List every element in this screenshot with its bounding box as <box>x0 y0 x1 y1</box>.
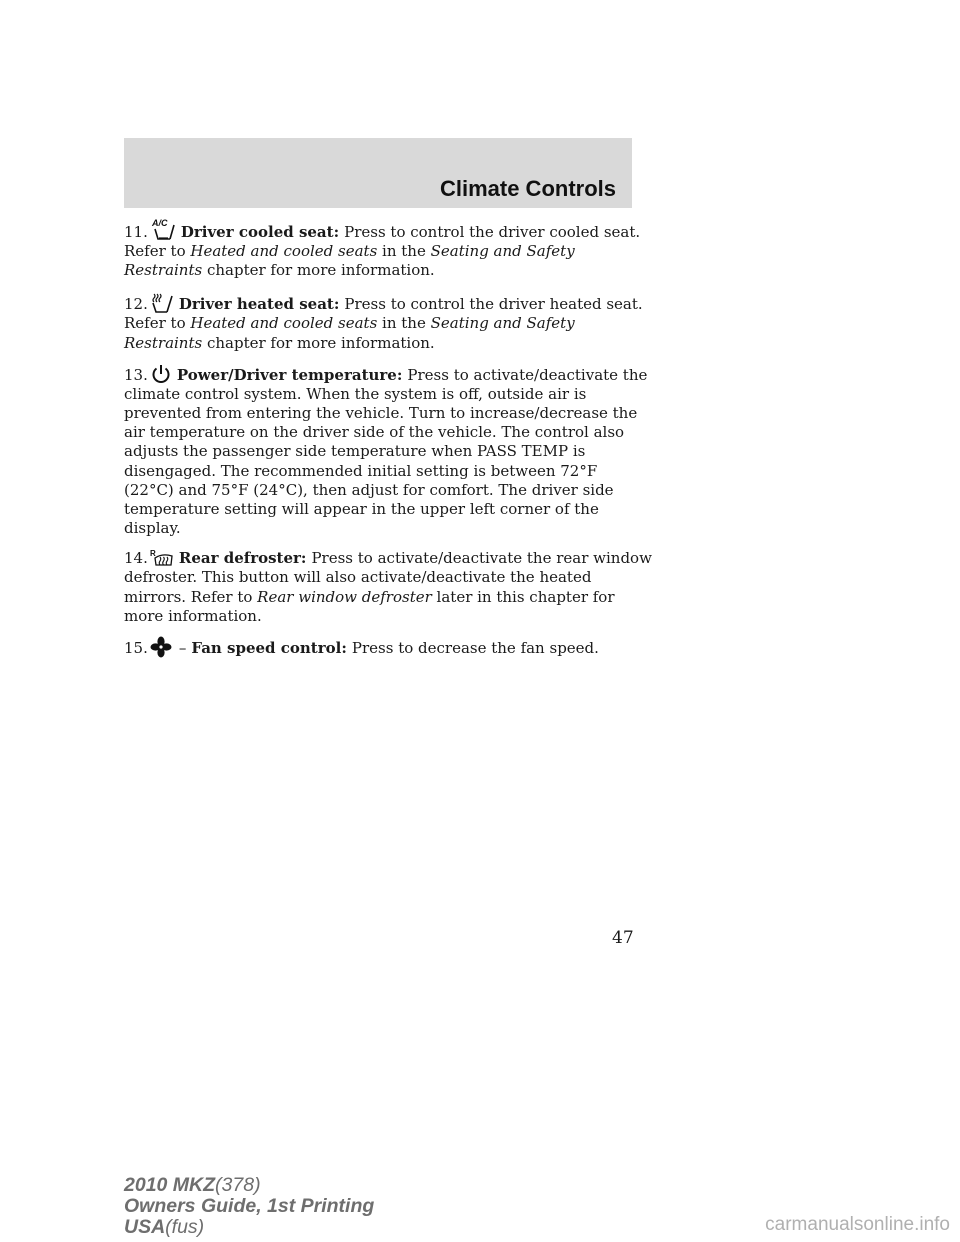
power-icon <box>150 363 172 385</box>
fan-icon <box>150 636 172 658</box>
item-text: Press to decrease the fan speed. <box>351 638 599 657</box>
item-driver-heated-seat <box>124 290 643 352</box>
text-run: Seating and Safety Restraints <box>124 314 575 352</box>
item-text: Press to control the driver heated seat. <box>344 295 643 314</box>
item-label: Driver cooled seat: <box>180 222 340 241</box>
text-run: Refer to <box>124 242 191 260</box>
text-run: in the <box>377 242 431 260</box>
text-run: chapter for more information. <box>202 333 435 352</box>
item-body <box>124 314 638 352</box>
rear-defrost-icon <box>150 548 174 568</box>
footer-region-code: (fus) <box>165 1216 205 1238</box>
item-text: Press to activate/deactivate the rear window <box>311 549 652 568</box>
watermark: carmanualsonline.info <box>765 1214 950 1235</box>
svg-text:R: R <box>149 549 156 559</box>
svg-text:A/C: A/C <box>151 218 168 228</box>
page-number: 47 <box>612 928 634 948</box>
item-label: Rear defroster: <box>178 549 307 568</box>
text-run: Rear window defroster <box>257 587 432 606</box>
text-run: defroster. This button will also activate/deactivate the heated mirrors. Refer to <box>124 568 592 606</box>
item-body <box>124 568 638 626</box>
item-text: Press to control the driver cooled seat. <box>344 222 641 241</box>
footer-model: 2010 MKZ <box>124 1174 216 1196</box>
item-number: 14. <box>124 549 148 568</box>
text-run: Heated and cooled seats <box>190 242 378 260</box>
item-power-driver-temperature <box>124 363 648 539</box>
text-run: Heated and cooled seats <box>190 314 378 333</box>
text-run: in the <box>377 314 431 333</box>
text-run: Refer to <box>124 314 191 333</box>
footer-model-code: (378) <box>215 1174 261 1196</box>
item-rear-defroster <box>124 548 652 626</box>
text-run: climate control system. When the system is off, outside air is prevented from entering the vehicle. Turn to increase/decrease the air temperature on the driver side of the vehicle. The control also adjusts the passenger side temperature when PASS TEMP is disengaged. The recommended initial setting is between 72°F (22°C) and 75°F (24°C), then adjust for comfort. The driver side temperature setting will appear in the upper left corner of the display. <box>124 384 638 538</box>
text-run: chapter for more information. <box>202 261 435 280</box>
heated-seat-icon <box>150 290 174 314</box>
item-number: 13. <box>124 365 148 384</box>
item-number: 15. <box>124 638 148 657</box>
item-driver-cooled-seat <box>124 216 641 280</box>
text-run: later in this chapter for more information. <box>124 587 615 625</box>
item-label: Power/Driver temperature: <box>176 365 403 384</box>
section-title: Climate Controls <box>439 176 616 201</box>
section-header-band <box>124 138 632 208</box>
text-run: Seating and Safety Restraints <box>124 242 575 280</box>
item-body <box>124 385 638 539</box>
item-number: 12. <box>124 295 148 314</box>
decrease-symbol: – <box>178 638 187 657</box>
item-body <box>124 242 638 280</box>
item-number: 11. <box>124 222 148 241</box>
cooled-seat-icon <box>150 216 176 242</box>
item-fan-speed-control <box>124 636 638 658</box>
footer-guide: Owners Guide, 1st Printing <box>124 1195 375 1217</box>
document-footer <box>124 1175 374 1238</box>
item-label: Fan speed control: <box>191 638 347 657</box>
item-label: Driver heated seat: <box>178 295 340 314</box>
footer-region: USA <box>124 1216 166 1238</box>
manual-content <box>124 216 652 668</box>
item-text: Press to activate/deactivate the <box>407 365 648 384</box>
